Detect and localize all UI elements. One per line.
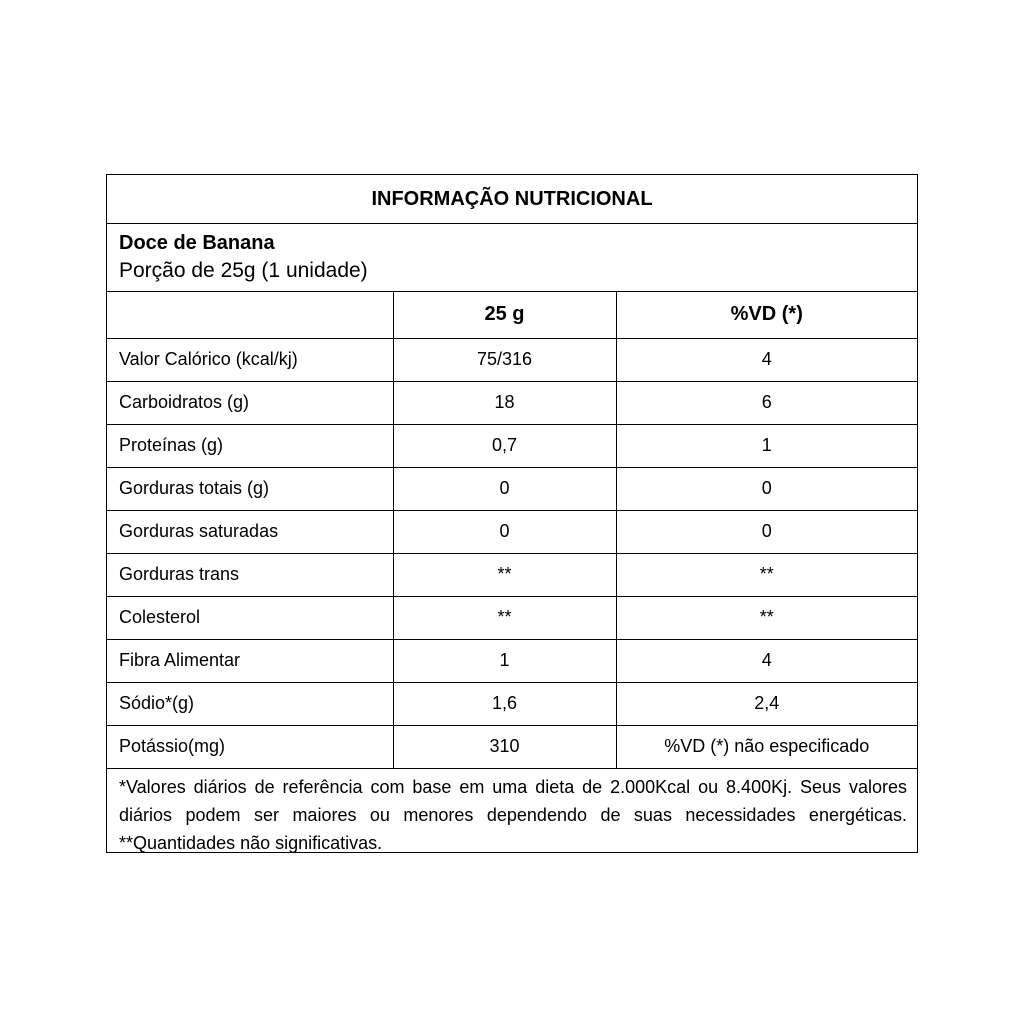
nutrient-name: Proteínas (g)	[107, 424, 393, 467]
nutrient-amount: 1	[393, 639, 616, 682]
nutrient-amount: 75/316	[393, 338, 616, 381]
nutrient-amount: 18	[393, 381, 616, 424]
table-row	[107, 381, 917, 424]
nutrient-daily-value: 2,4	[616, 682, 917, 725]
table-row	[107, 596, 917, 639]
table-row	[107, 725, 917, 768]
nutrient-name: Colesterol	[107, 596, 393, 639]
nutrition-table	[107, 292, 917, 769]
product-name: Doce de Banana	[119, 232, 275, 254]
nutrient-name: Potássio(mg)	[107, 725, 393, 768]
nutrient-name: Fibra Alimentar	[107, 639, 393, 682]
nutrient-amount: 0,7	[393, 424, 616, 467]
nutrient-amount: 310	[393, 725, 616, 768]
table-header-row	[107, 292, 917, 338]
nutrient-daily-value: **	[616, 596, 917, 639]
nutrient-daily-value: 6	[616, 381, 917, 424]
nutrient-amount: **	[393, 596, 616, 639]
table-row	[107, 338, 917, 381]
table-row	[107, 553, 917, 596]
nutrient-name: Sódio*(g)	[107, 682, 393, 725]
table-row	[107, 639, 917, 682]
table-row	[107, 424, 917, 467]
nutrient-name: Gorduras totais (g)	[107, 467, 393, 510]
nutrient-amount: 1,6	[393, 682, 616, 725]
table-row	[107, 682, 917, 725]
portion-size: Porção de 25g (1 unidade)	[119, 259, 368, 282]
nutrient-amount: 0	[393, 467, 616, 510]
table-row	[107, 510, 917, 553]
nutrient-daily-value: 1	[616, 424, 917, 467]
nutrient-name: Carboidratos (g)	[107, 381, 393, 424]
table-row	[107, 467, 917, 510]
nutrient-daily-value: 0	[616, 510, 917, 553]
header-amount: 25 g	[393, 292, 616, 338]
nutrient-daily-value: 4	[616, 338, 917, 381]
nutrient-name: Gorduras trans	[107, 553, 393, 596]
nutrient-daily-value: %VD (*) não especificado	[616, 725, 917, 768]
label-title: INFORMAÇÃO NUTRICIONAL	[107, 175, 917, 224]
nutrient-amount: 0	[393, 510, 616, 553]
nutrient-daily-value: 0	[616, 467, 917, 510]
nutrient-amount: **	[393, 553, 616, 596]
header-nutrient-empty	[107, 292, 393, 338]
nutrient-daily-value: 4	[616, 639, 917, 682]
header-daily-value: %VD (*)	[616, 292, 917, 338]
nutrient-name: Gorduras saturadas	[107, 510, 393, 553]
nutrition-facts-label	[106, 174, 918, 853]
nutrient-name: Valor Calórico (kcal/kj)	[107, 338, 393, 381]
footnote: *Valores diários de referência com base em uma dieta de 2.000Kcal ou 8.400Kj. Seus valores diários podem ser maiores ou menores dependendo de suas necessidades energéticas. **Quantidades não significativas.	[119, 776, 907, 853]
nutrient-daily-value: **	[616, 553, 917, 596]
product-info	[107, 224, 917, 292]
